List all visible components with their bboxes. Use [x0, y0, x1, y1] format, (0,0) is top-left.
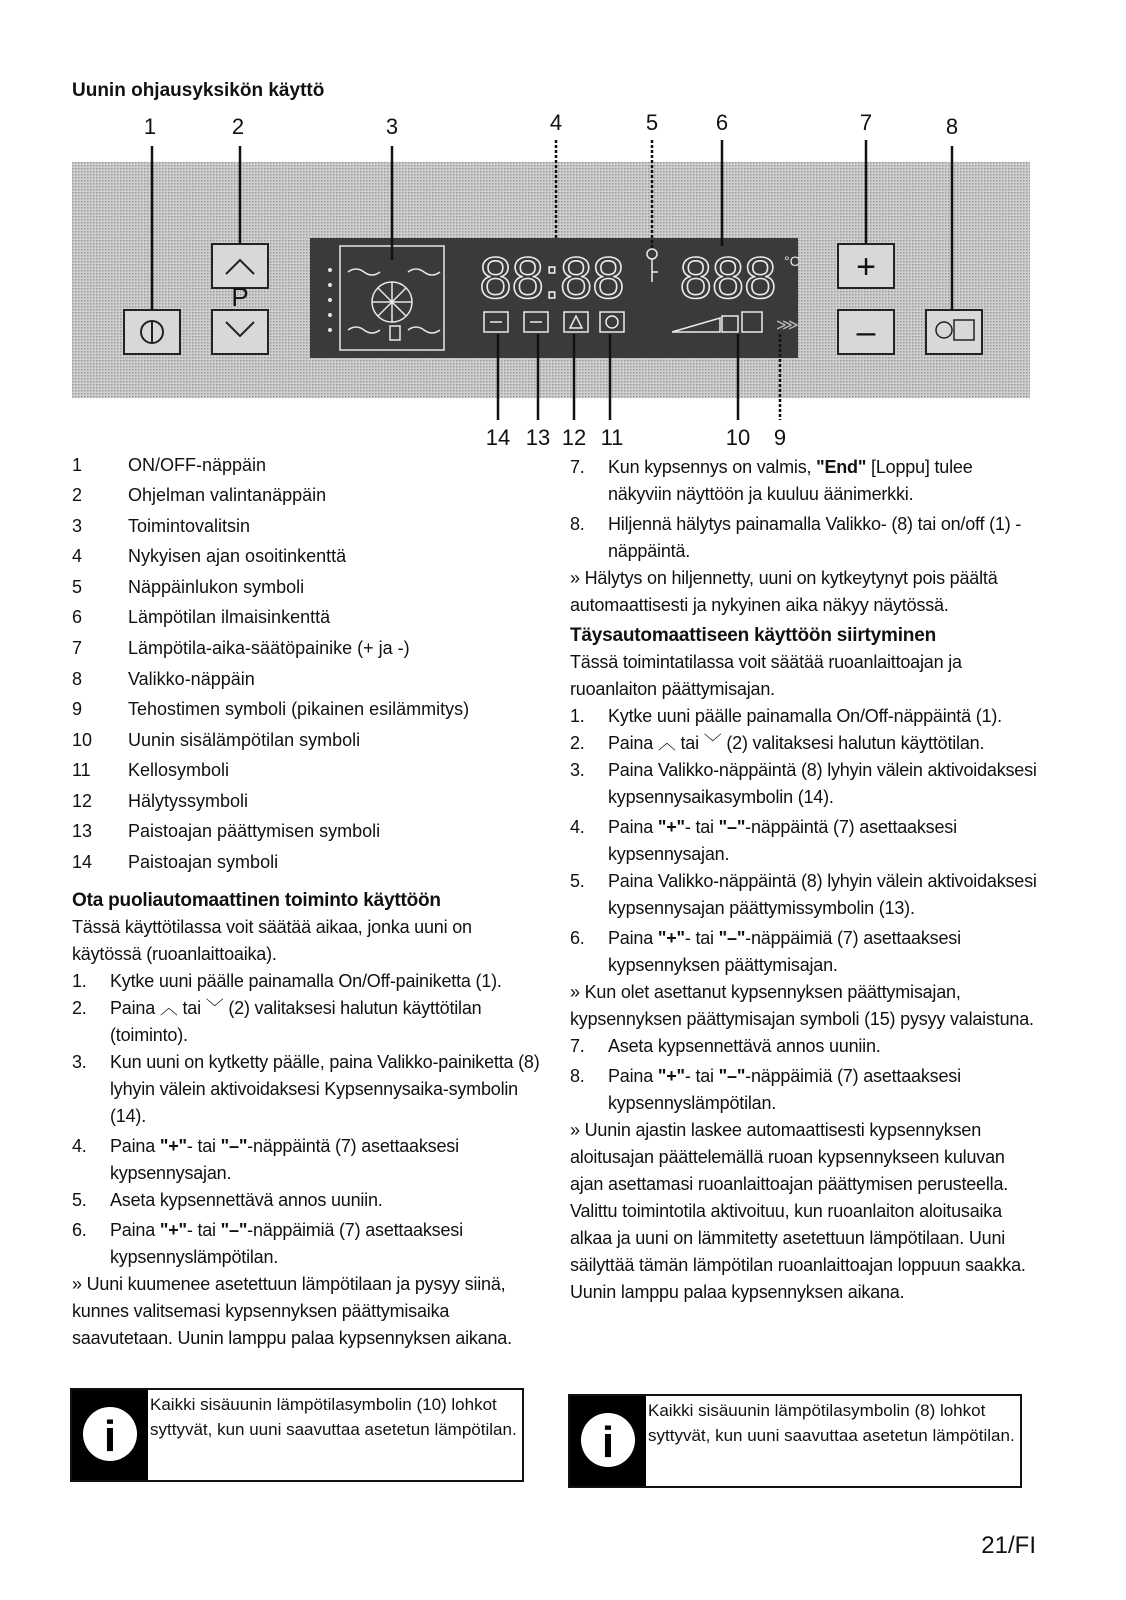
list-item: 2. Paina ︿ tai ﹀ (2) valitaksesi halutun käyttötilan.: [570, 733, 985, 753]
info-icon: [570, 1396, 646, 1486]
list-item: 1. Kytke uuni päälle painamalla On/Off-näppäintä (1).: [570, 706, 1002, 726]
semi-auto-section: [72, 888, 542, 1352]
list-item: 8. Paina "+"- tai "–"-näppäimiä (7) asettaaksesi kypsennyslämpötilan.: [570, 1066, 961, 1113]
legend-item: 1 ON/OFF-näppäin: [72, 455, 267, 475]
full-auto-note-2: » Uunin ajastin laskee automaattisesti kypsennyksen aloitusajan päättelemällä ruoan kypsennykseen kuluvan ajan asettamasi ruoanlaittoajan päättymisen perusteella. Valittu toimintotila aktivoituu, kun ruoanlaiton aloitusaika alkaa ja uuni on lämmitetty asetettuun lämpötilaan. Uuni säilyttää tämän lämpötilan ruoanlaittoajan loppuun saakka. Uunin lamppu palaa kypsennyksen aikana.: [570, 1120, 1026, 1302]
callout-4: 4: [549, 110, 563, 135]
callout-3: 3: [385, 114, 399, 139]
legend-item: 11 Kellosymboli: [72, 760, 230, 780]
full-auto-heading: Täysautomaattiseen käyttöön siirtyminen: [570, 625, 936, 646]
list-item: 3. Paina Valikko-näppäintä (8) lyhyin välein aktivoidaksesi kypsennysaikasymbolin (14).: [570, 760, 1037, 807]
callout-13: 13: [525, 425, 551, 450]
right-column: [570, 454, 1040, 1306]
callout-11: 11: [600, 425, 624, 450]
list-item: 6. Paina "+"- tai "–"-näppäimiä (7) asettaaksesi kypsennyksen päättymisajan.: [570, 928, 961, 975]
right-note-1: » Hälytys on hiljennetty, uuni on kytkeytynyt pois päältä automaattisesti ja nykyinen aika näkyy näytössä.: [570, 568, 998, 615]
temperature-display: 888: [679, 246, 777, 311]
full-auto-note-1: » Kun olet asettanut kypsennyksen päättymisajan, kypsennyksen päättymisajan symboli (15) pysyy valaistuna.: [570, 982, 1034, 1029]
list-item: 2. Paina ︿ tai ﹀ (2) valitaksesi halutun käyttötilan (toiminto).: [72, 998, 482, 1045]
callout-10: 10: [725, 425, 751, 450]
up-chevron-icon: ︿: [159, 998, 178, 1018]
callout-6: 6: [715, 110, 729, 135]
legend-item: 6 Lämpötilan ilmaisinkenttä: [72, 607, 331, 627]
callout-12: 12: [561, 425, 587, 450]
svg-text:i: i: [103, 1412, 117, 1461]
list-item: 5. Aseta kypsennettävä annos uuniin.: [72, 1190, 383, 1210]
info-box-semi: [70, 1388, 524, 1482]
list-item: 6. Paina "+"- tai "–"-näppäimiä (7) asettaaksesi kypsennyslämpötilan.: [72, 1220, 463, 1267]
callout-8: 8: [945, 114, 959, 139]
legend-item: 8 Valikko-näppäin: [72, 669, 255, 689]
semi-auto-note: » Uuni kuumenee asetettuun lämpötilaan ja pysyy siinä, kunnes valitsemasi kypsennyksen päättymisaika saavutetaan. Uunin lamppu palaa kypsennyksen aikana.: [72, 1274, 512, 1348]
callout-9: 9: [773, 425, 787, 450]
callout-7: 7: [859, 110, 873, 135]
list-item: 7. Kun kypsennys on valmis, "End" [Loppu] tulee näkyviin näyttöön ja kuuluu äänimerkki.: [570, 457, 973, 504]
list-item: 8. Hiljennä hälytys painamalla Valikko- (8) tai on/off (1) -näppäintä.: [570, 514, 1022, 561]
booster-icon: ⋙: [776, 317, 799, 334]
info-icon: [72, 1390, 148, 1480]
callout-14: 14: [485, 425, 511, 450]
list-item: 4. Paina "+"- tai "–"-näppäintä (7) asettaaksesi kypsennysajan.: [570, 817, 957, 864]
on-off-button: [124, 310, 180, 354]
control-panel-diagram: [0, 0, 1126, 460]
legend-item: 7 Lämpötila-aika-säätöpainike (+ ja -): [72, 638, 410, 658]
semi-auto-intro: Tässä käyttötilassa voit säätää aikaa, jonka uuni on käytössä (ruoanlaittoaika).: [72, 917, 472, 964]
legend-item: 12 Hälytyssymboli: [72, 791, 249, 811]
page-number: 21/FI: [981, 1532, 1036, 1559]
list-item: 7. Aseta kypsennettävä annos uuniin.: [570, 1036, 881, 1056]
menu-button: [926, 310, 982, 354]
legend-item: 2 Ohjelman valintanäppäin: [72, 485, 327, 505]
up-chevron-icon: ︿: [657, 733, 676, 753]
celsius-label: °C: [784, 253, 800, 269]
list-item: 4. Paina "+"- tai "–"-näppäintä (7) asettaaksesi kypsennysajan.: [72, 1136, 459, 1183]
minus-label: –: [856, 313, 876, 351]
legend-item: 13 Paistoajan päättymisen symboli: [72, 821, 381, 841]
callout-2: 2: [231, 114, 245, 139]
legend-item: 4 Nykyisen ajan osoitinkenttä: [72, 546, 347, 566]
legend-item: 10 Uunin sisälämpötilan symboli: [72, 730, 361, 750]
plus-label: +: [856, 248, 876, 286]
down-chevron-icon: ﹀: [703, 733, 722, 753]
full-auto-intro: Tässä toimintatilassa voit säätää ruoanlaittoajan ja ruoanlaiton päättymisajan.: [570, 652, 962, 699]
semi-auto-heading: Ota puoliautomaattinen toiminto käyttöön: [72, 890, 441, 911]
legend-item: 3 Toimintovalitsin: [72, 516, 251, 536]
callout-5: 5: [645, 110, 659, 135]
time-display: 88:88: [479, 246, 625, 311]
legend-item: 14 Paistoajan symboli: [72, 852, 279, 872]
callout-1: 1: [143, 114, 157, 139]
legend-item: 5 Näppäinlukon symboli: [72, 577, 305, 597]
list-item: 1. Kytke uuni päälle painamalla On/Off-painiketta (1).: [72, 971, 502, 991]
legend-item: 9 Tehostimen symboli (pikainen esilämmitys): [72, 699, 470, 719]
info-text: Kaikki sisäuunin lämpötilasymbolin (10) lohkot syttyvät, kun uuni saavuttaa asetetun lämpötilan.: [150, 1395, 517, 1439]
down-chevron-icon: ﹀: [205, 998, 224, 1018]
program-p-label: P: [231, 282, 249, 312]
list-item: 5. Paina Valikko-näppäintä (8) lyhyin välein aktivoidaksesi kypsennysajan päättymissymbolin (13).: [570, 871, 1037, 918]
page-title: Uunin ohjausyksikön käyttö: [72, 80, 325, 101]
info-text: Kaikki sisäuunin lämpötilasymbolin (8) lohkot syttyvät, kun uuni saavuttaa asetetun lämpötilan.: [648, 1401, 1015, 1445]
info-box-full: [568, 1394, 1022, 1488]
list-item: 3. Kun uuni on kytketty päälle, paina Valikko-painiketta (8) lyhyin välein aktivoidaksesi Kypsennysaika-symbolin (14).: [72, 1052, 540, 1126]
svg-text:i: i: [601, 1418, 615, 1467]
